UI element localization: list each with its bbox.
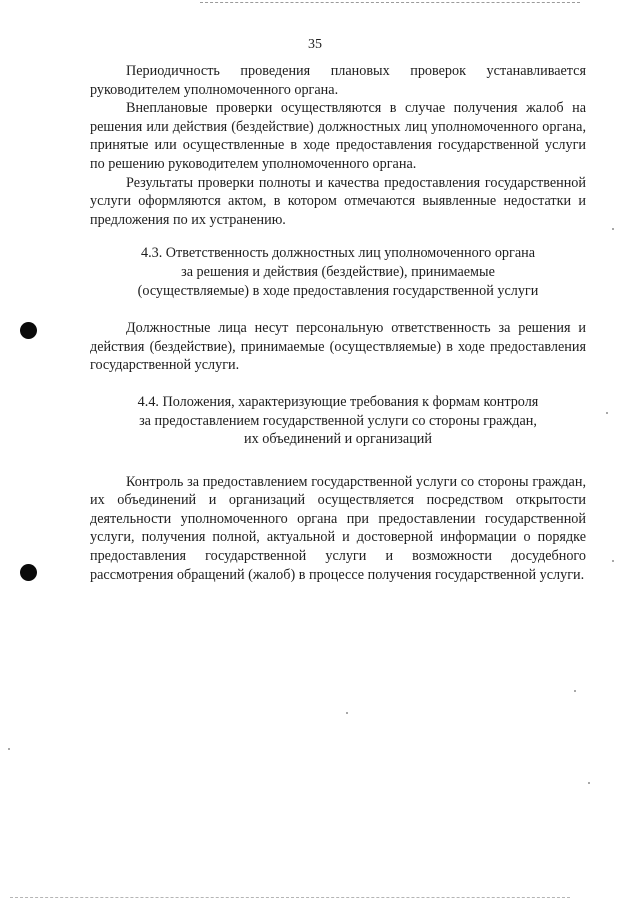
page-number: 35 [308, 37, 322, 52]
scan-edge-bottom [10, 897, 570, 898]
binder-hole-bottom [20, 564, 37, 581]
paragraph-unscheduled-checks: Внеплановые проверки осуществляются в случае получения жалоб на решения или действия (бездействие) должностных лиц уполномоченного органа, принятые или осуществленные в ходе предоставления государственной услуги по решению руководителем уполномоченного органа. [90, 100, 586, 172]
scan-speck [588, 782, 590, 784]
scan-speck [606, 412, 608, 414]
scan-speck [346, 712, 348, 714]
scan-speck [574, 690, 576, 692]
scan-speck [612, 560, 614, 562]
scan-speck [8, 748, 10, 750]
section-heading-4-3: 4.3. Ответственность должностных лиц уполномоченного органа за решения и действия (бездействие), принимаемые (осуществляемые) в ходе предоставления государственной услуги [137, 245, 539, 299]
paragraph-responsibility: Должностные лица несут персональную ответственность за решения и действия (бездействие), принимаемые (осуществляемые) в ходе предоставления государственной услуги. [90, 320, 586, 374]
section-heading-4-4: 4.4. Положения, характеризующие требования к формам контроля за предоставлением государственной услуги со стороны граждан, их объединений и организаций [137, 393, 539, 448]
scan-speck [612, 228, 614, 230]
paragraph-check-results: Результаты проверки полноты и качества предоставления государственной услуги оформляются актом, в котором отмечаются выявленные недостатки и предложения по их устранению. [90, 174, 586, 228]
binder-hole-top [20, 322, 37, 339]
paragraph-periodicity: Периодичность проведения плановых проверок устанавливается руководителем уполномоченного органа. [90, 63, 586, 98]
scan-edge-top [200, 2, 580, 3]
paragraph-public-control: Контроль за предоставлением государственной услуги со стороны граждан, их объединений и организаций осуществляется посредством открытости деятельности уполномоченного органа при предоставлении государственной услуги, получения полной, актуальной и достоверной информации о порядке предоставления государственной услуги и возможности досудебного рассмотрения обращений (жалоб) в процессе получения государственной услуги. [90, 473, 586, 583]
page-content [90, 62, 586, 584]
